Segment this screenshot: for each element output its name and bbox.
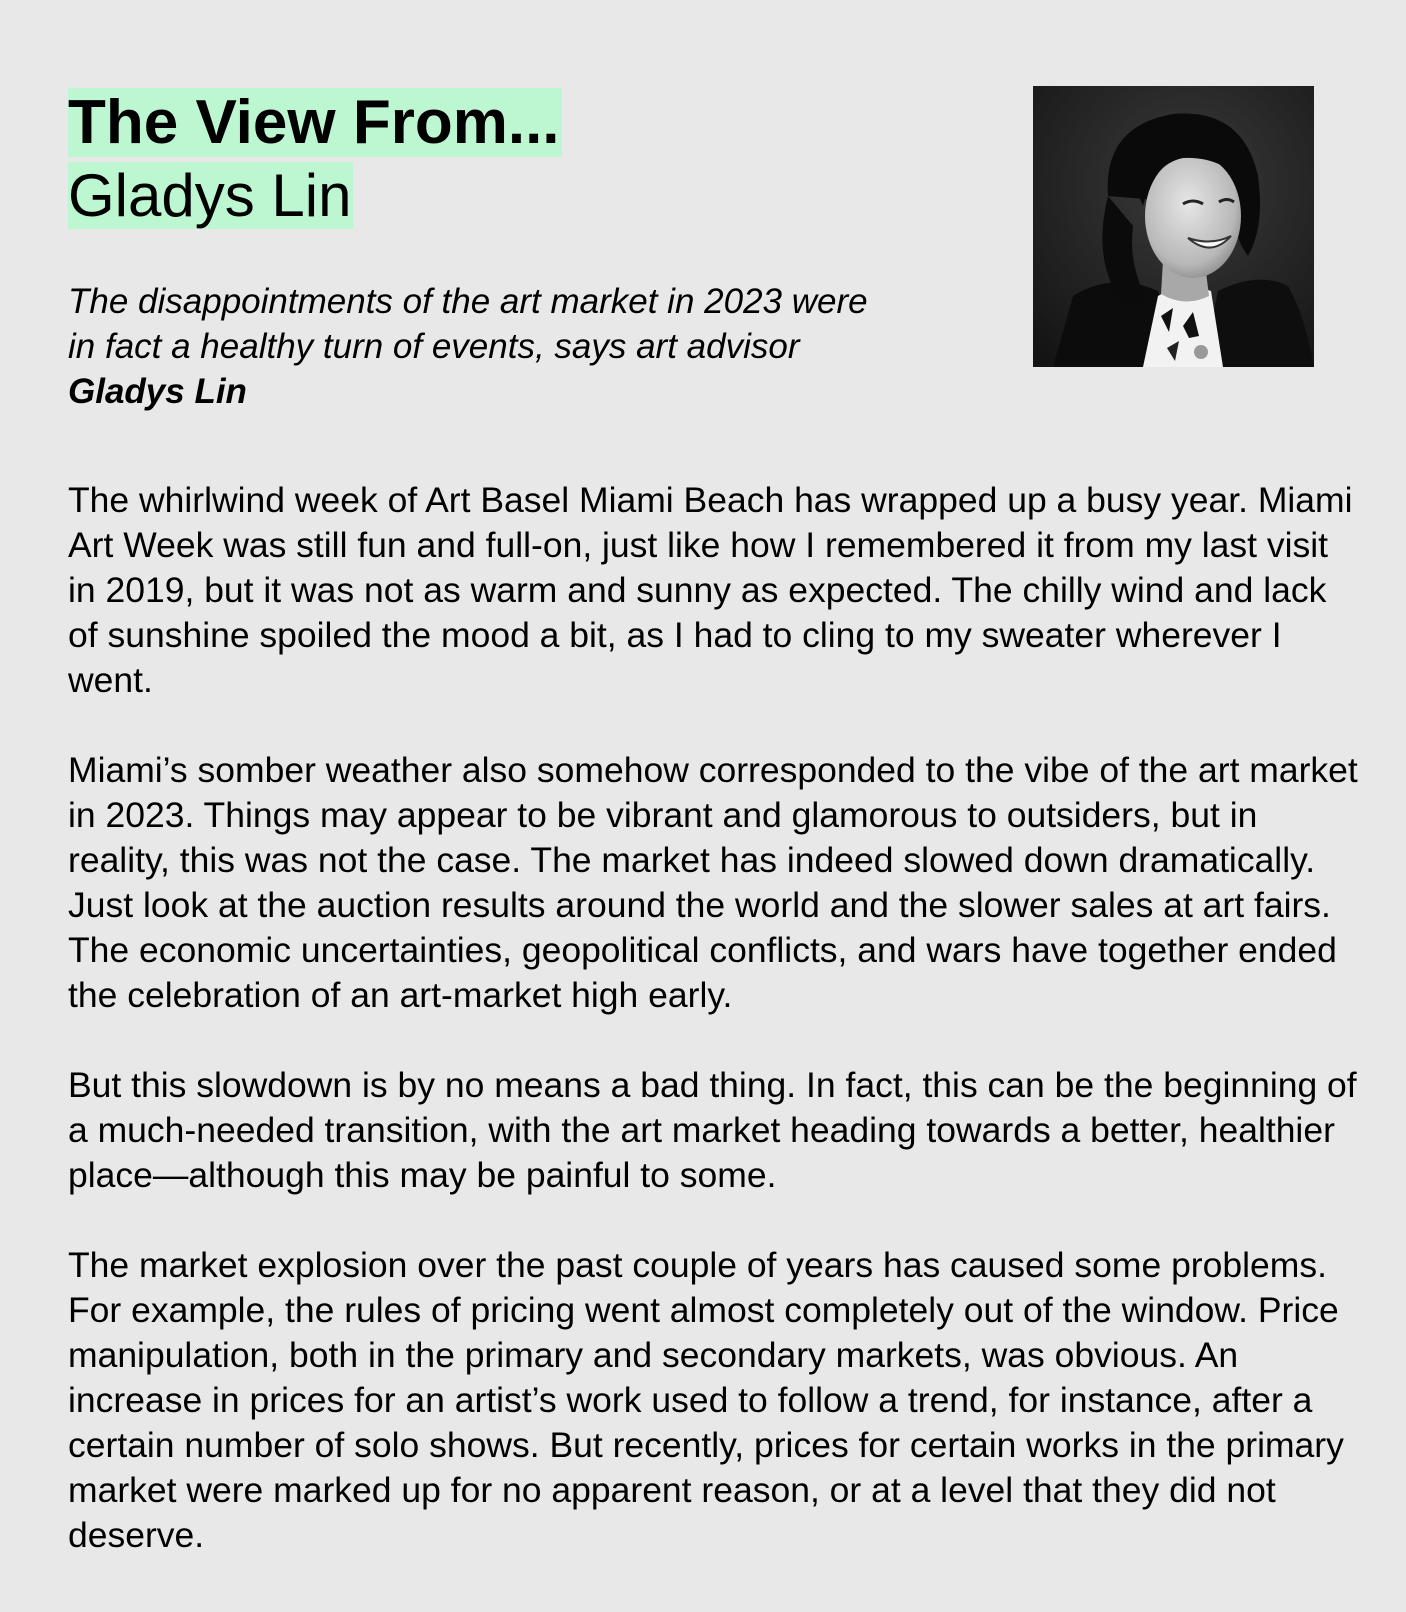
article-paragraph: The market explosion over the past couple of years has caused some problems. For example, the rules of pricing went almost completely out of the window. Price manipulation, both in the primary and secondary markets, was obvious. An increase in prices for an artist’s work used to follow a trend, for instance, after a certain number of solo shows. But recently, prices for certain works in the primary market were marked up for no apparent reason, or at a level that they did not deserve. — [68, 1245, 1344, 1555]
article-paragraph: The whirlwind week of Art Basel Miami Beach has wrapped up a busy year. Miami Art Week was still fun and full-on, just like how I remembered it from my last visit in 2019, but it was not as warm and sunny as expected. The chilly wind and lack of sunshine spoiled the mood a bit, as I had to cling to my sweater wherever I went. — [68, 480, 1353, 700]
standfirst-author: Gladys Lin — [68, 372, 247, 411]
author-name-text: Gladys Lin — [68, 162, 352, 229]
portrait-photo-icon — [1033, 86, 1314, 367]
standfirst-text: The disappointments of the art market in 2023 were in fact a healthy turn of events, says art advisor — [68, 282, 868, 366]
article-body — [68, 478, 1358, 1603]
standfirst — [68, 279, 888, 414]
author-portrait-photo — [1033, 86, 1314, 367]
column-title — [68, 88, 562, 158]
author-name-heading — [68, 161, 353, 231]
article-paragraph: But this slowdown is by no means a bad thing. In fact, this can be the beginning of a much-needed transition, with the art market heading towards a better, healthier place—although this may be painful to some. — [68, 1065, 1357, 1195]
column-title-text: The View From... — [68, 88, 560, 157]
article-paragraph: Miami’s somber weather also somehow corresponded to the vibe of the art market in 2023. Things may appear to be vibrant and glamorous to outsiders, but in reality, this was not the case. The market has indeed slowed down dramatically. Just look at the auction results around the world and the slower sales at art fairs. The economic uncertainties, geopolitical conflicts, and wars have together ended the celebration of an art-market high early. — [68, 750, 1358, 1015]
